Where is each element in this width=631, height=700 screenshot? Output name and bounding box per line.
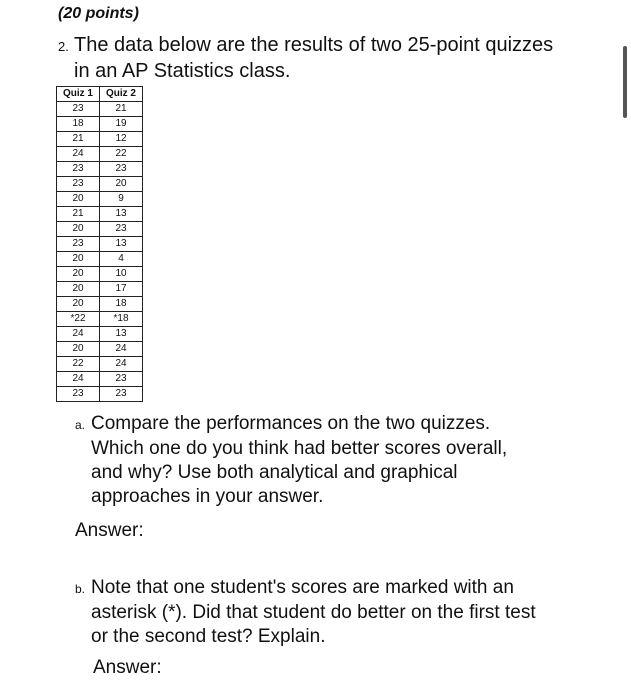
quiz-2-cell: 19: [100, 117, 143, 132]
quiz-2-cell: 4: [100, 252, 143, 267]
quiz-1-cell: 23: [57, 177, 100, 192]
quiz-1-cell: 20: [57, 297, 100, 312]
part-b-answer-label: Answer:: [93, 657, 162, 678]
part-b-line-2: asterisk (*). Did that student do better on the first test: [91, 602, 536, 623]
quiz-1-cell: 21: [57, 207, 100, 222]
quiz-1-cell: 24: [57, 372, 100, 387]
part-b-line-1: Note that one student's scores are marked with an: [91, 577, 514, 598]
table-row: [57, 252, 143, 267]
points-label: (20 points): [58, 5, 139, 22]
quiz-1-cell: 20: [57, 267, 100, 282]
table-row: [57, 282, 143, 297]
table-row: [57, 147, 143, 162]
table-row: [57, 357, 143, 372]
header-quiz-1: Quiz 1: [57, 87, 100, 102]
table-row: [57, 267, 143, 282]
question-line-2: in an AP Statistics class.: [74, 60, 291, 82]
quiz-2-cell: 13: [100, 327, 143, 342]
table-row: [57, 387, 143, 402]
quiz-1-cell: 20: [57, 282, 100, 297]
part-a-letter: a.: [75, 418, 86, 432]
part-a-line-1: Compare the performances on the two quizzes.: [91, 413, 491, 434]
quiz-1-cell: 21: [57, 132, 100, 147]
part-a: [75, 412, 595, 509]
quiz-2-cell: 13: [100, 237, 143, 252]
table-row: [57, 237, 143, 252]
quiz-2-cell: 23: [100, 222, 143, 237]
quiz-1-cell: 22: [57, 357, 100, 372]
quiz-2-cell: 23: [100, 162, 143, 177]
quiz-2-cell: 21: [100, 102, 143, 117]
part-b: [75, 576, 595, 649]
part-a-line-4: approaches in your answer.: [91, 486, 324, 507]
table-row: [57, 342, 143, 357]
quiz-1-cell: 24: [57, 327, 100, 342]
quiz-1-cell: 23: [57, 387, 100, 402]
table-row: [57, 372, 143, 387]
quiz-1-cell: 24: [57, 147, 100, 162]
question-line-1: The data below are the results of two 25-point quizzes: [74, 34, 554, 56]
quiz-1-cell: 18: [57, 117, 100, 132]
quiz-2-cell: 9: [100, 192, 143, 207]
table-row: [57, 132, 143, 147]
quiz-2-cell: 10: [100, 267, 143, 282]
quiz-2-cell: 17: [100, 282, 143, 297]
quiz-2-cell: 18: [100, 297, 143, 312]
quiz-1-cell: 23: [57, 162, 100, 177]
table-row: [57, 162, 143, 177]
header-quiz-2: Quiz 2: [100, 87, 143, 102]
quiz-data-table: [56, 86, 143, 402]
quiz-2-cell: *18: [100, 312, 143, 327]
table-row: [57, 327, 143, 342]
quiz-1-cell: 23: [57, 237, 100, 252]
table-row: [57, 102, 143, 117]
table-row: [57, 222, 143, 237]
scrollbar[interactable]: [623, 46, 627, 118]
quiz-2-cell: 24: [100, 357, 143, 372]
table-body: [57, 102, 143, 402]
part-b-letter: b.: [75, 582, 86, 596]
quiz-2-cell: 22: [100, 147, 143, 162]
part-a-line-3: and why? Use both analytical and graphical: [91, 462, 458, 483]
quiz-1-cell: 23: [57, 102, 100, 117]
quiz-2-cell: 20: [100, 177, 143, 192]
part-b-line-3: or the second test? Explain.: [91, 626, 326, 647]
part-a-answer-label: Answer:: [75, 520, 144, 541]
quiz-2-cell: 24: [100, 342, 143, 357]
question-text: [58, 33, 598, 84]
table-row: [57, 207, 143, 222]
quiz-2-cell: 13: [100, 207, 143, 222]
question-number: 2.: [58, 39, 69, 54]
table-row: [57, 177, 143, 192]
table-row: [57, 312, 143, 327]
quiz-1-cell: 20: [57, 192, 100, 207]
quiz-1-cell: 20: [57, 222, 100, 237]
quiz-2-cell: 23: [100, 387, 143, 402]
quiz-1-cell: 20: [57, 342, 100, 357]
table-row: [57, 297, 143, 312]
table-row: [57, 117, 143, 132]
quiz-1-cell: *22: [57, 312, 100, 327]
quiz-2-cell: 23: [100, 372, 143, 387]
quiz-1-cell: 20: [57, 252, 100, 267]
table-row: [57, 192, 143, 207]
part-a-line-2: Which one do you think had better scores overall,: [91, 438, 508, 459]
quiz-2-cell: 12: [100, 132, 143, 147]
